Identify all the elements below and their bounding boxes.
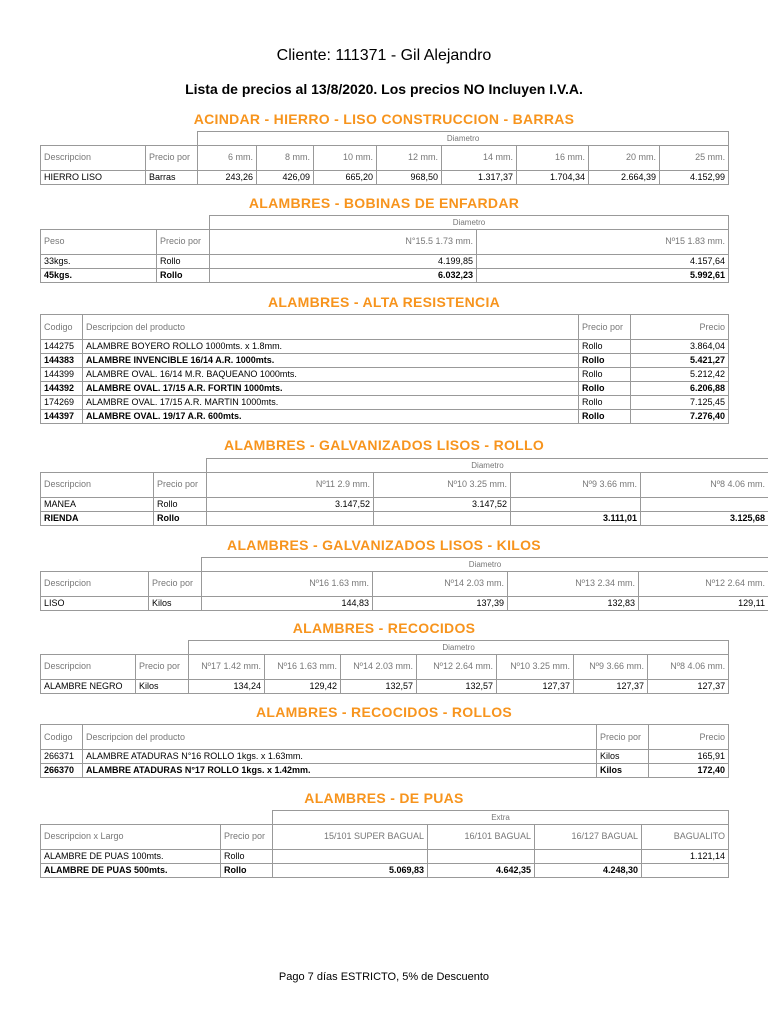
row-price: 5.069,83 [273, 863, 428, 877]
row-price: 665,20 [314, 170, 377, 184]
row-price [374, 511, 511, 525]
row-price: 132,57 [417, 679, 497, 693]
row-price [642, 863, 729, 877]
col-size: Nº12 2.64 mm. [639, 571, 768, 596]
row-price: 129,11 [639, 596, 768, 610]
table-row [41, 863, 729, 877]
row-desc: ALAMBRE NEGRO [41, 679, 136, 693]
row-price: 1.121,14 [642, 849, 729, 863]
row-price: 3.147,52 [374, 497, 511, 511]
col-descripcion-producto: Descripcion del producto [83, 725, 597, 750]
row-price: 137,39 [373, 596, 508, 610]
row-code: 266371 [41, 750, 83, 764]
col-precio: Precio [649, 725, 729, 750]
row-price [641, 497, 768, 511]
col-variant: 15/101 SUPER BAGUAL [273, 824, 428, 849]
row-code: 144399 [41, 368, 83, 382]
row-price: 5.212,42 [631, 368, 729, 382]
col-size: Nº8 4.06 mm. [641, 472, 768, 497]
row-desc: ALAMBRE BOYERO ROLLO 1000mts. x 1.8mm. [83, 340, 579, 354]
group-header-diametro: Diametro [210, 216, 729, 230]
row-unit: Rollo [157, 254, 210, 268]
row-price [207, 511, 374, 525]
row-code: 144383 [41, 354, 83, 368]
col-precio-por: Precio por [136, 654, 189, 679]
row-price: 3.147,52 [207, 497, 374, 511]
row-price: 172,40 [649, 764, 729, 778]
col-size: 20 mm. [589, 145, 660, 170]
row-desc: 33kgs. [41, 254, 157, 268]
row-price: 127,37 [574, 679, 648, 693]
row-price: 3.125,68 [641, 511, 768, 525]
col-size: Nº17 1.42 mm. [189, 654, 265, 679]
col-size: Nº15 1.83 mm. [477, 229, 729, 254]
group-header-diametro: Diametro [202, 558, 768, 572]
col-variant: 16/101 BAGUAL [428, 824, 535, 849]
col-precio: Precio [631, 315, 729, 340]
group-header-diametro: Diametro [189, 641, 729, 655]
row-desc: LISO [41, 596, 149, 610]
table-row [41, 396, 729, 410]
row-price: 3.864,04 [631, 340, 729, 354]
col-size: Nº10 3.25 mm. [374, 472, 511, 497]
table-row [41, 254, 729, 268]
row-code: 266370 [41, 764, 83, 778]
row-price: 6.032,23 [210, 268, 477, 282]
section-title-hierro: ACINDAR - HIERRO - LISO CONSTRUCCION - BARRAS [193, 111, 575, 127]
row-price: 4.642,35 [428, 863, 535, 877]
row-price: 426,09 [257, 170, 314, 184]
row-price [511, 497, 641, 511]
table-row [41, 849, 729, 863]
row-price: 1.317,37 [442, 170, 517, 184]
row-desc: ALAMBRE DE PUAS 500mts. [41, 863, 221, 877]
col-precio-por: Precio por [154, 472, 207, 497]
group-header-extra: Extra [273, 811, 729, 825]
col-size: Nº9 3.66 mm. [511, 472, 641, 497]
table-galv-rollo [40, 458, 768, 526]
table-alta-resistencia [40, 314, 729, 424]
row-unit: Kilos [136, 679, 189, 693]
col-size: 16 mm. [517, 145, 589, 170]
col-codigo: Codigo [41, 725, 83, 750]
col-variant: BAGUALITO [642, 824, 729, 849]
col-precio-por: Precio por [597, 725, 649, 750]
col-size: Nº14 2.03 mm. [373, 571, 508, 596]
col-size: 10 mm. [314, 145, 377, 170]
row-desc: MANEA [41, 497, 154, 511]
col-size: N°15.5 1.73 mm. [210, 229, 477, 254]
row-unit: Rollo [579, 382, 631, 396]
table-row [41, 368, 729, 382]
payment-terms-footer: Pago 7 días ESTRICTO, 5% de Descuento [278, 971, 490, 983]
row-desc: ALAMBRE ATADURAS N°17 ROLLO 1kgs. x 1.42mm. [83, 764, 597, 778]
section-title-puas: ALAMBRES - DE PUAS [304, 790, 464, 806]
client-header: Cliente: 111371 - Gil Alejandro [276, 47, 492, 64]
table-row [41, 382, 729, 396]
row-price: 7.276,40 [631, 410, 729, 424]
table-recocidos [40, 640, 729, 694]
row-desc: ALAMBRE OVAL. 17/15 A.R. FORTIN 1000mts. [83, 382, 579, 396]
row-desc: ALAMBRE INVENCIBLE 16/14 A.R. 1000mts. [83, 354, 579, 368]
row-price: 3.111,01 [511, 511, 641, 525]
table-row [41, 268, 729, 282]
row-price: 6.206,88 [631, 382, 729, 396]
row-unit: Rollo [579, 354, 631, 368]
row-desc: 45kgs. [41, 268, 157, 282]
price-list-title: Lista de precios al 13/8/2020. Los precios NO Incluyen I.V.A. [185, 81, 583, 97]
table-row [41, 764, 729, 778]
row-unit: Kilos [597, 764, 649, 778]
row-code: 174269 [41, 396, 83, 410]
table-bobinas [40, 215, 729, 283]
row-price: 4.157,64 [477, 254, 729, 268]
row-price: 127,37 [648, 679, 729, 693]
row-unit: Barras [146, 170, 198, 184]
row-price: 132,57 [341, 679, 417, 693]
section-title-galv-rollo: ALAMBRES - GALVANIZADOS LISOS - ROLLO [223, 437, 545, 453]
row-unit: Rollo [579, 396, 631, 410]
col-size: Nº16 1.63 mm. [265, 654, 341, 679]
row-price: 144,83 [202, 596, 373, 610]
row-unit: Rollo [154, 511, 207, 525]
row-unit: Rollo [579, 410, 631, 424]
table-row [41, 170, 729, 184]
table-recocidos-rollos [40, 724, 729, 778]
row-code: 144275 [41, 340, 83, 354]
row-price: 134,24 [189, 679, 265, 693]
group-header-diametro: Diametro [198, 132, 729, 146]
col-descripcion: Descripcion [41, 571, 149, 596]
row-price: 132,83 [508, 596, 639, 610]
col-precio-por: Precio por [157, 229, 210, 254]
table-row [41, 750, 729, 764]
table-row [41, 354, 729, 368]
row-price: 4.248,30 [535, 863, 642, 877]
row-price: 2.664,39 [589, 170, 660, 184]
row-price: 129,42 [265, 679, 341, 693]
col-codigo: Codigo [41, 315, 83, 340]
row-unit: Rollo [579, 368, 631, 382]
col-size: 8 mm. [257, 145, 314, 170]
row-price: 127,37 [497, 679, 574, 693]
row-desc: ALAMBRE OVAL. 16/14 M.R. BAQUEANO 1000mts. [83, 368, 579, 382]
col-precio-por: Precio por [579, 315, 631, 340]
row-desc: ALAMBRE OVAL. 17/15 A.R. MARTIN 1000mts. [83, 396, 579, 410]
row-price [535, 849, 642, 863]
section-title-bobinas: ALAMBRES - BOBINAS DE ENFARDAR [248, 195, 520, 211]
table-row [41, 410, 729, 424]
row-price [428, 849, 535, 863]
section-title-galv-kilos: ALAMBRES - GALVANIZADOS LISOS - KILOS [227, 537, 541, 553]
row-unit: Rollo [154, 497, 207, 511]
table-row [41, 497, 768, 511]
row-price: 1.704,34 [517, 170, 589, 184]
row-desc: ALAMBRE DE PUAS 100mts. [41, 849, 221, 863]
row-unit: Rollo [157, 268, 210, 282]
row-unit: Rollo [221, 849, 273, 863]
col-size: Nº14 2.03 mm. [341, 654, 417, 679]
col-peso: Peso [41, 229, 157, 254]
row-price: 4.152,99 [660, 170, 729, 184]
table-row [41, 596, 768, 610]
row-desc: ALAMBRE OVAL. 19/17 A.R. 600mts. [83, 410, 579, 424]
table-row [41, 511, 768, 525]
table-galv-kilos [40, 557, 768, 611]
col-descripcion-producto: Descripcion del producto [83, 315, 579, 340]
row-price: 5.992,61 [477, 268, 729, 282]
section-title-recocidos-rollos: ALAMBRES - RECOCIDOS - ROLLOS [255, 704, 513, 720]
col-size: Nº13 2.34 mm. [508, 571, 639, 596]
table-hierro [40, 131, 729, 185]
row-price: 243,26 [198, 170, 257, 184]
row-price: 165,91 [649, 750, 729, 764]
col-size: 14 mm. [442, 145, 517, 170]
row-code: 144392 [41, 382, 83, 396]
col-size: Nº8 4.06 mm. [648, 654, 729, 679]
table-row [41, 340, 729, 354]
col-size: Nº16 1.63 mm. [202, 571, 373, 596]
col-size: 12 mm. [377, 145, 442, 170]
col-size: Nº12 2.64 mm. [417, 654, 497, 679]
section-title-recocidos: ALAMBRES - RECOCIDOS [292, 620, 476, 636]
col-size: 6 mm. [198, 145, 257, 170]
col-size: Nº11 2.9 mm. [207, 472, 374, 497]
col-descripcion: Descripcion [41, 654, 136, 679]
group-header-diametro: Diametro [207, 459, 768, 473]
col-precio-por: Precio por [221, 824, 273, 849]
section-title-alta-resistencia: ALAMBRES - ALTA RESISTENCIA [267, 294, 501, 310]
table-puas [40, 810, 729, 878]
row-price [273, 849, 428, 863]
row-price: 5.421,27 [631, 354, 729, 368]
col-descripcion-largo: Descripcion x Largo [41, 824, 221, 849]
col-precio-por: Precio por [149, 571, 202, 596]
row-desc: HIERRO LISO [41, 170, 146, 184]
row-unit: Rollo [579, 340, 631, 354]
row-price: 968,50 [377, 170, 442, 184]
col-size: Nº9 3.66 mm. [574, 654, 648, 679]
col-precio-por: Precio por [146, 145, 198, 170]
row-price: 4.199,85 [210, 254, 477, 268]
col-descripcion: Descripcion [41, 145, 146, 170]
col-size: Nº10 3.25 mm. [497, 654, 574, 679]
row-desc: ALAMBRE ATADURAS N°16 ROLLO 1kgs. x 1.63mm. [83, 750, 597, 764]
row-unit: Kilos [149, 596, 202, 610]
table-row [41, 679, 729, 693]
col-descripcion: Descripcion [41, 472, 154, 497]
row-desc: RIENDA [41, 511, 154, 525]
row-unit: Kilos [597, 750, 649, 764]
col-size: 25 mm. [660, 145, 729, 170]
col-variant: 16/127 BAGUAL [535, 824, 642, 849]
row-unit: Rollo [221, 863, 273, 877]
row-code: 144397 [41, 410, 83, 424]
row-price: 7.125,45 [631, 396, 729, 410]
